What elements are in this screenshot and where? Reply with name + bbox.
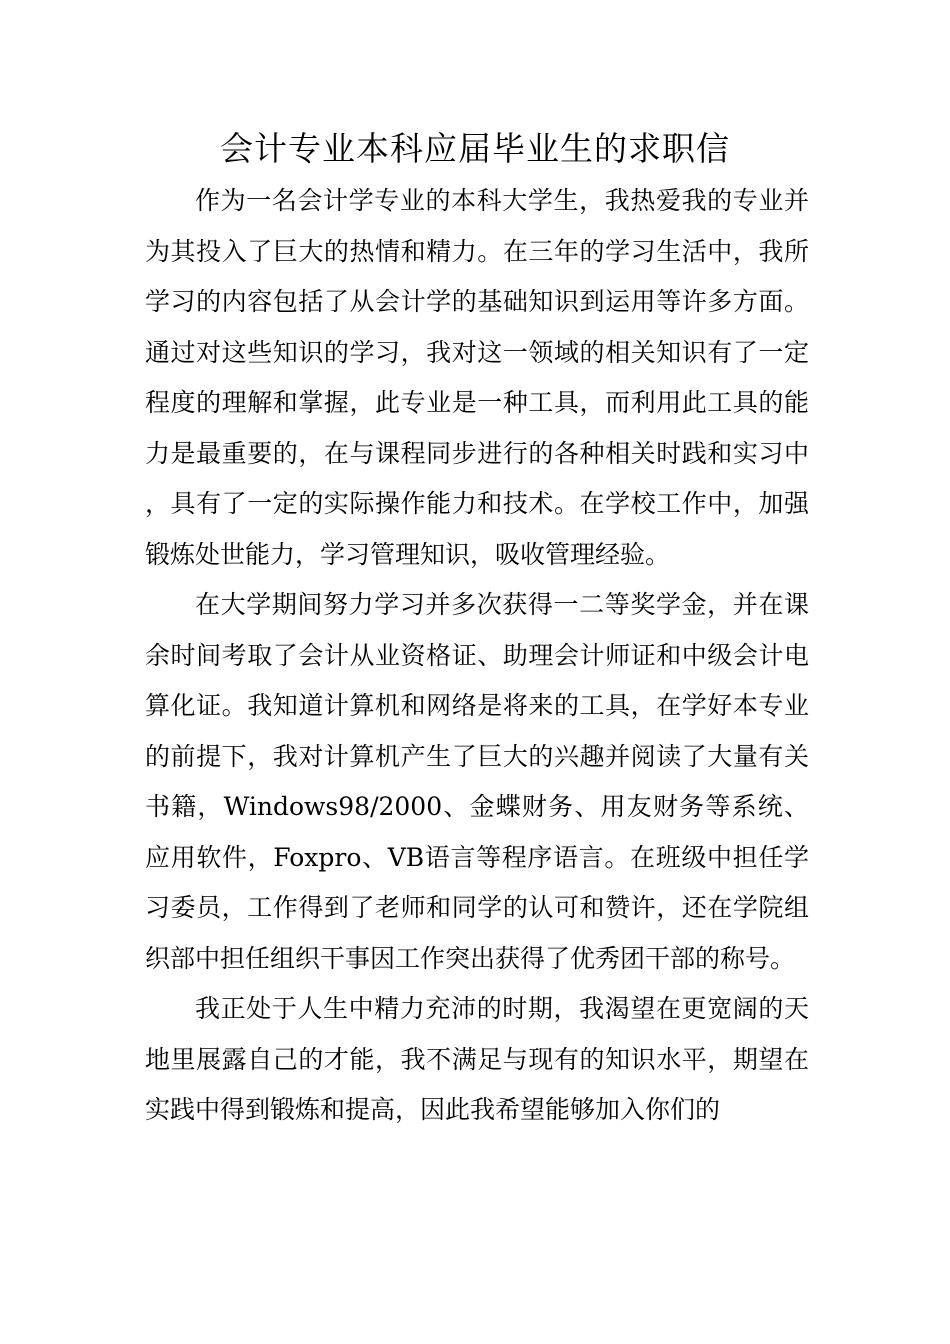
paragraph-2: 在大学期间努力学习并多次获得一二等奖学金，并在课余时间考取了会计从业资格证、助理会计师证和中级会计电算化证。我知道计算机和网络是将来的工具，在学好本专业的前提下，我对计算机产生了巨大的兴趣并阅读了大量有关书籍，Windows98/2000、金蝶财务、用友财务等系统、应用软件，Foxpro、VB语言等程序语言。在班级中担任学习委员，工作得到了老师和同学的认可和赞许，还在学院组织部中担任组织干事因工作突出获得了优秀团干部的称号。 [145, 590, 809, 973]
document-body [145, 176, 809, 1136]
document-title: 会计专业本科应届毕业生的求职信 [220, 129, 730, 168]
paragraph-3: 我正处于人生中精力充沛的时期，我渴望在更宽阔的天地里展露自己的才能，我不满足与现有的知识水平，期望在实践中得到锻炼和提高，因此我希望能够加入你们的 [145, 994, 809, 1124]
paragraph-1: 作为一名会计学专业的本科大学生，我热爱我的专业并为其投入了巨大的热情和精力。在三年的学习生活中，我所学习的内容包括了从会计学的基础知识到运用等许多方面。通过对这些知识的学习，我对这一领域的相关知识有了一定程度的理解和掌握，此专业是一种工具，而利用此工具的能力是最重要的，在与课程同步进行的各种相关时践和实习中，具有了一定的实际操作能力和技术。在学校工作中，加强锻炼处世能力，学习管理知识，吸收管理经验。 [145, 186, 809, 569]
